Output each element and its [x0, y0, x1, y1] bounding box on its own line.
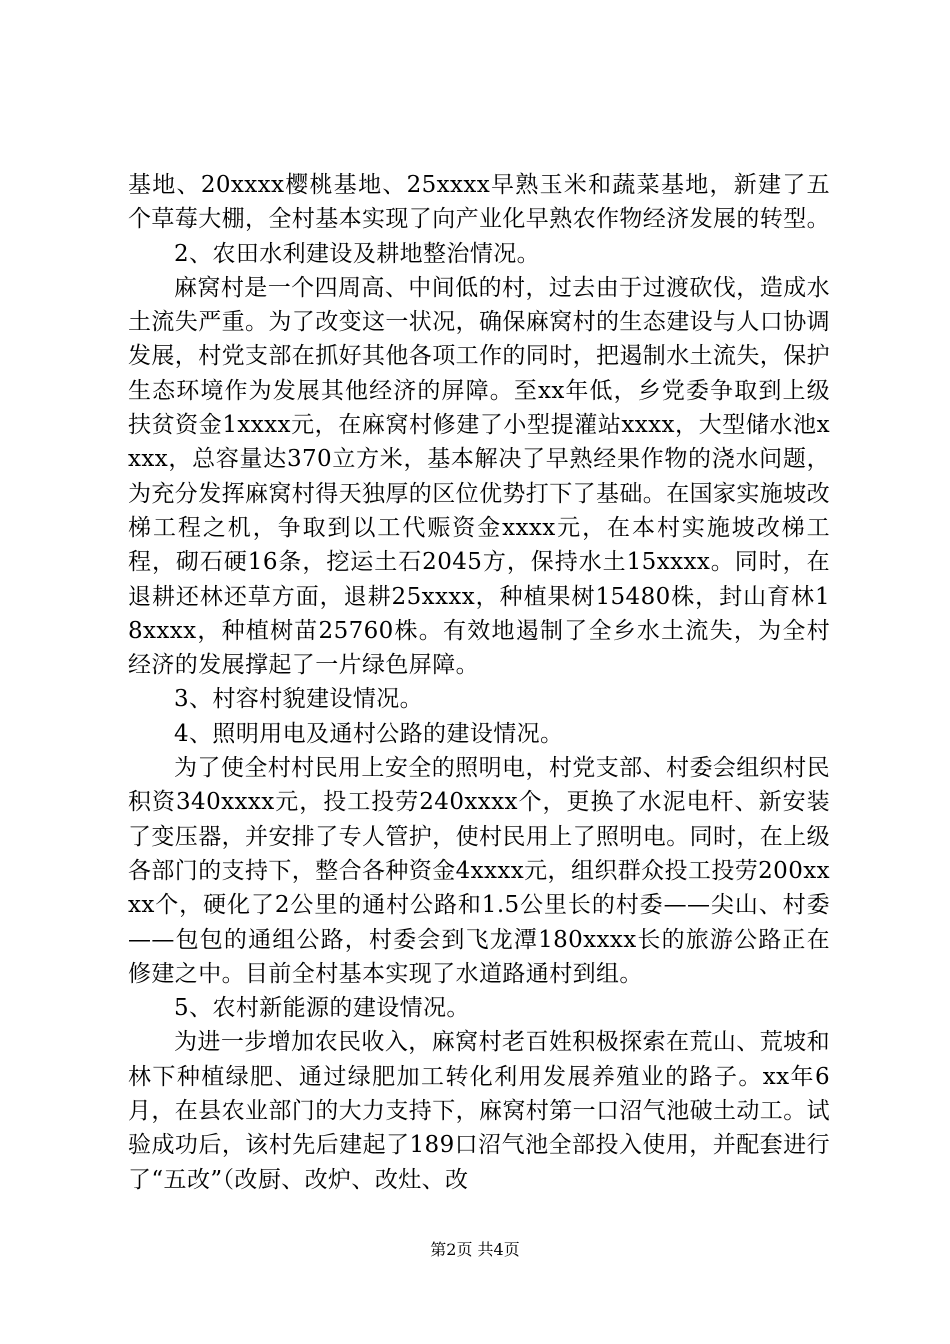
paragraph-continuation: 基地、20xxxx樱桃基地、25xxxx早熟玉米和蔬菜基地，新建了五个草莓大棚，全村基本实现了向产业化早熟农作物经济发展的转型。 [128, 172, 830, 233]
paragraph-irrigation: 麻窝村是一个四周高、中间低的村，过去由于过渡砍伐，造成水土流失严重。为了改变这一状况，确保麻窝村的生态建设与人口协调发展，村党支部在抓好其他各项工作的同时，把遏制水土流失，保护生态环境作为发展其他经济的屏障。至xx年低，乡党委争取到上级扶贫资金1xxxx元，在麻窝村修建了小型提灌站xxxx，大型储水池xxxx，总容量达370立方米，基本解决了早熟经果作物的浇水问题，为充分发挥麻窝村得天独厚的区位优势打下了基础。在国家实施坡改梯工程之机，争取到以工代赈资金xxxx元，在本村实施坡改梯工程，砌石硬16条，挖运土石2045方，保持水土15xxxx。同时，在退耕还林还草方面，退耕25xxxx，种植果树15480株，封山育林18xxxx，种植树苗25760株。有效地遏制了全乡水土流失，为全村经济的发展撑起了一片绿色屏障。 [128, 274, 830, 679]
page-number-footer: 第2页 共4页 [430, 1240, 520, 1259]
section-heading-irrigation: 2、农田水利建设及耕地整治情况。 [174, 240, 541, 267]
section-heading-village-appearance: 3、村容村貌建设情况。 [174, 686, 424, 713]
section-heading-electricity-roads: 4、照明用电及通村公路的建设情况。 [174, 720, 564, 747]
paragraph-new-energy: 为进一步增加农民收入，麻窝村老百姓积极探索在荒山、荒坡和林下种植绿肥、通过绿肥加工转化利用发展养殖业的路子。xx年6月，在县农业部门的大力支持下，麻窝村第一口沼气池破土动工。试验成功后，该村先后建起了189口沼气池全部投入使用，并配套进行了“五改”（改厨、改炉、改灶、改 [128, 1029, 830, 1193]
section-heading-new-energy: 5、农村新能源的建设情况。 [174, 995, 470, 1022]
paragraph-electricity-roads: 为了使全村村民用上安全的照明电，村党支部、村委会组织村民积资340xxxx元，投工投劳240xxxx个，更换了水泥电杆、新安装了变压器，并安排了专人管护，使村民用上了照明电。同时，在上级各部门的支持下，整合各种资金4xxxx元，组织群众投工投劳200xxxx个，硬化了2公里的通村公路和1.5公里长的村委——尖山、村委——包包的通组公路，村委会到飞龙潭180xxxx长的旅游公路正在修建之中。目前全村基本实现了水道路通村到组。 [128, 755, 830, 987]
document-body [128, 168, 830, 1197]
